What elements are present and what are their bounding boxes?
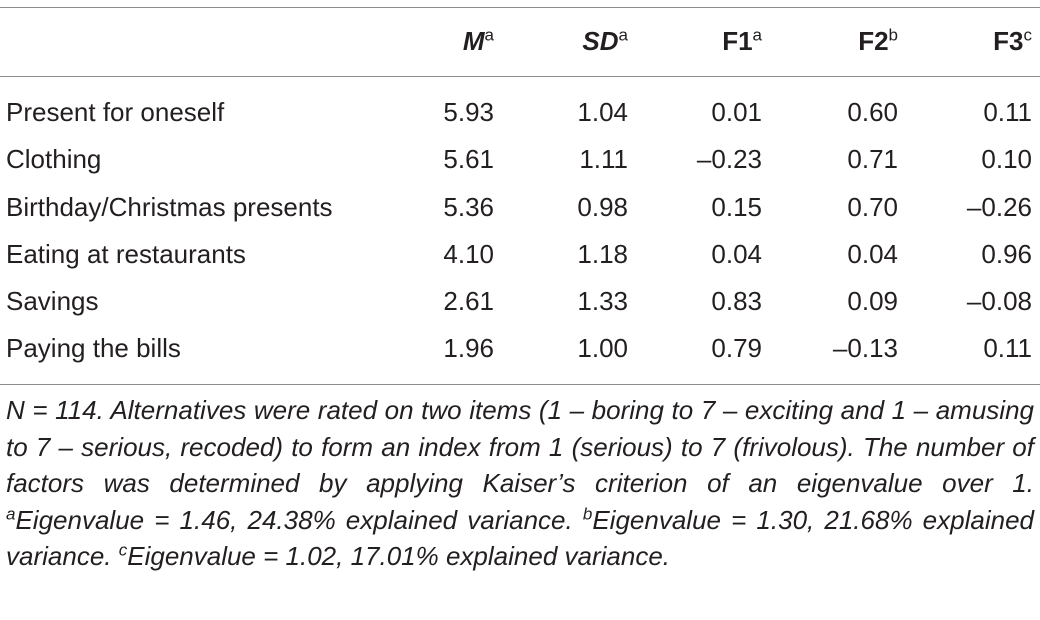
row-label: Eating at restaurants — [6, 239, 246, 269]
cell-m: 4.10 — [443, 239, 494, 269]
footnote-mark-c: c — [118, 540, 128, 560]
cell-sd: 1.11 — [579, 144, 628, 174]
header-f2: F2$^b$ — [858, 25, 898, 56]
cell-m: 2.61 — [443, 286, 494, 316]
cell-m: 5.36 — [443, 192, 494, 222]
cell-sd: 1.18 — [577, 239, 628, 269]
footnote-c-text: Eigenvalue = 1.02, 17.01% explained variance. — [127, 541, 671, 571]
row-label: Birthday/Christmas presents — [6, 192, 333, 222]
cell-f2: 0.70 — [847, 192, 898, 222]
cell-f1: 0.15 — [711, 192, 762, 222]
cell-f3: 0.11 — [983, 97, 1032, 127]
cell-f3: 0.10 — [981, 144, 1032, 174]
row-label: Savings — [6, 286, 99, 316]
table-row — [0, 328, 1040, 368]
cell-f2: 0.71 — [847, 144, 898, 174]
table-header-row — [0, 21, 1040, 61]
cell-f2: 0.60 — [847, 97, 898, 127]
table-bottom-rule — [0, 384, 1040, 385]
cell-m: 1.96 — [443, 333, 494, 363]
table-footnote — [6, 392, 1034, 575]
table-top-rule — [0, 7, 1040, 8]
footnote-mark-a: a — [6, 504, 16, 524]
header-f1: F1$^a$ — [722, 25, 762, 56]
cell-sd: 1.33 — [577, 286, 628, 316]
table-row — [0, 234, 1040, 274]
cell-f2: 0.04 — [847, 239, 898, 269]
cell-f2: –0.13 — [832, 333, 898, 363]
header-f3: F3$^c$ — [993, 25, 1032, 56]
table-row — [0, 92, 1040, 132]
cell-f1: 0.04 — [711, 239, 762, 269]
footnote-main: N = 114. Alternatives were rated on two items (1 – boring to 7 – exciting and 1 – amusing to 7 – serious, recoded) to form an index from 1 (serious) to 7 (frivolous). The number of factors was determined by applying Kaiser’s criterion of an eigenvalue over 1. — [6, 395, 1034, 498]
cell-f2: 0.09 — [847, 286, 898, 316]
table-row — [0, 139, 1040, 179]
footnote-a-text: Eigenvalue = 1.46, 24.38% explained variance. — [15, 504, 583, 535]
footnote-b-text: Eigenvalue = 1.30, 21.68% explained variance. — [6, 504, 1034, 571]
footnote-mark-b: b — [582, 504, 593, 524]
row-label: Paying the bills — [6, 333, 181, 363]
header-m: $M^a$ — [462, 25, 494, 56]
row-label: Clothing — [6, 144, 102, 174]
cell-f3: 0.11 — [983, 333, 1032, 363]
table-header-rule — [0, 76, 1040, 77]
cell-sd: 0.98 — [577, 192, 628, 222]
cell-f3: 0.96 — [981, 239, 1032, 269]
cell-sd: 1.00 — [577, 333, 628, 363]
cell-f1: 0.79 — [711, 333, 762, 363]
cell-m: 5.93 — [443, 97, 494, 127]
cell-f3: –0.26 — [966, 192, 1032, 222]
cell-f3: –0.08 — [966, 286, 1032, 316]
cell-m: 5.61 — [443, 144, 494, 174]
table-row — [0, 281, 1040, 321]
header-sd: $SD^a$ — [582, 25, 628, 56]
cell-f1: 0.01 — [711, 97, 762, 127]
cell-f1: –0.23 — [696, 144, 762, 174]
table-row — [0, 187, 1040, 227]
row-label: Present for oneself — [6, 97, 225, 127]
cell-sd: 1.04 — [577, 97, 628, 127]
cell-f1: 0.83 — [711, 286, 762, 316]
